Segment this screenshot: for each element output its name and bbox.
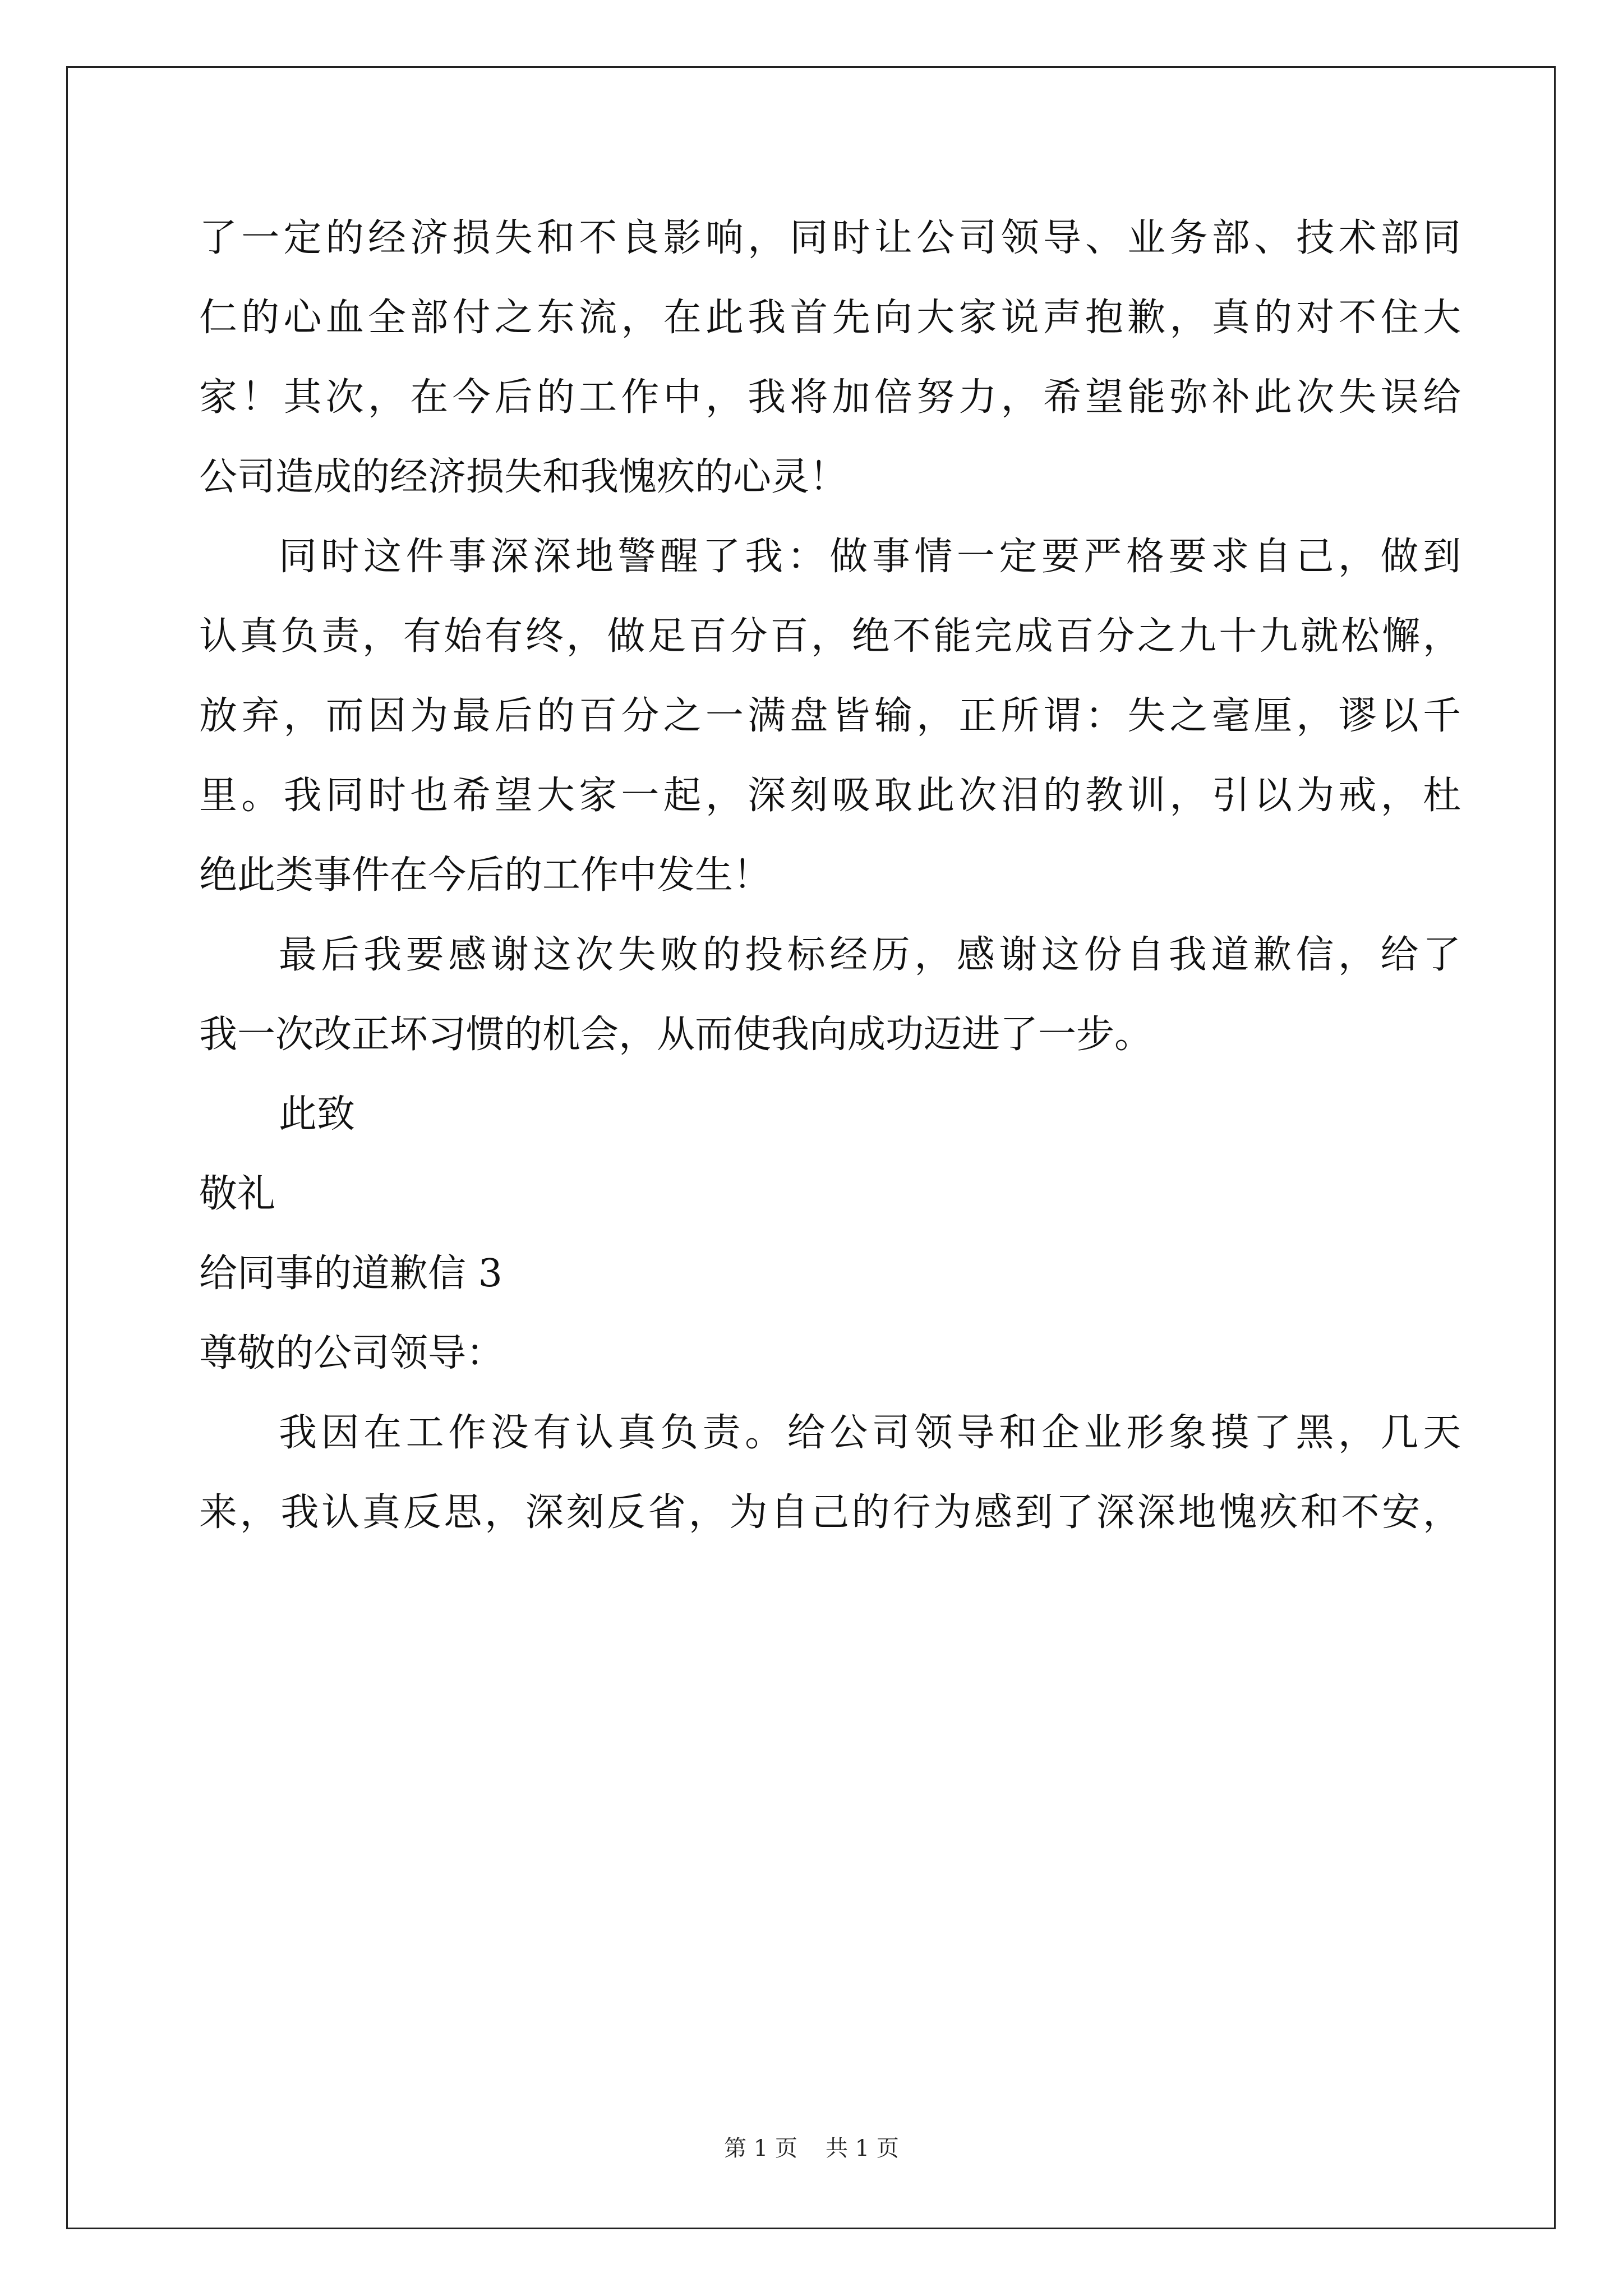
paragraph-first-line: 我因在工作没有认真负责。给公司领导和企业形象摸了黑，几天 — [279, 1411, 1461, 1455]
closing-regards: 敬礼 — [199, 1172, 276, 1216]
text-line: 仁的心血全部付之东流，在此我首先向大家说声抱歉，真的对不住大 — [199, 296, 1461, 340]
document-body — [199, 216, 1461, 1573]
text-line: 绝此类事件在今后的工作中发生！ — [199, 853, 772, 898]
text-line: 放弃，而因为最后的百分之一满盘皆输，正所谓：失之毫厘，谬以千 — [199, 694, 1461, 738]
paragraph-first-line: 同时这件事深深地警醒了我：做事情一定要严格要求自己，做到 — [279, 535, 1461, 579]
letter-greeting: 尊敬的公司领导： — [199, 1331, 505, 1375]
page-total: 共 1 页 — [826, 2136, 899, 2161]
page-number: 第 1 页 — [724, 2136, 797, 2161]
closing-salutation: 此致 — [279, 1092, 356, 1137]
text-line: 家！其次，在今后的工作中，我将加倍努力，希望能弥补此次失误给 — [199, 375, 1461, 420]
paragraph-first-line: 最后我要感谢这次失败的投标经历，感谢这份自我道歉信，给了 — [279, 933, 1461, 977]
page-footer — [0, 2136, 1623, 2161]
text-line: 认真负责，有始有终，做足百分百，绝不能完成百分之九十九就松懈， — [199, 614, 1461, 659]
text-line: 来，我认真反思，深刻反省，为自己的行为感到了深深地愧疚和不安， — [199, 1490, 1461, 1535]
text-line: 我一次改正坏习惯的机会，从而使我向成功迈进了一步。 — [199, 1013, 1153, 1057]
text-line: 里。我同时也希望大家一起，深刻吸取此次泪的教训，引以为戒，杜 — [199, 774, 1461, 818]
text-line: 了一定的经济损失和不良影响，同时让公司领导、业务部、技术部同 — [199, 216, 1461, 260]
text-line: 公司造成的经济损失和我愧疚的心灵！ — [199, 455, 848, 499]
section-title: 给同事的道歉信 3 — [199, 1251, 502, 1296]
